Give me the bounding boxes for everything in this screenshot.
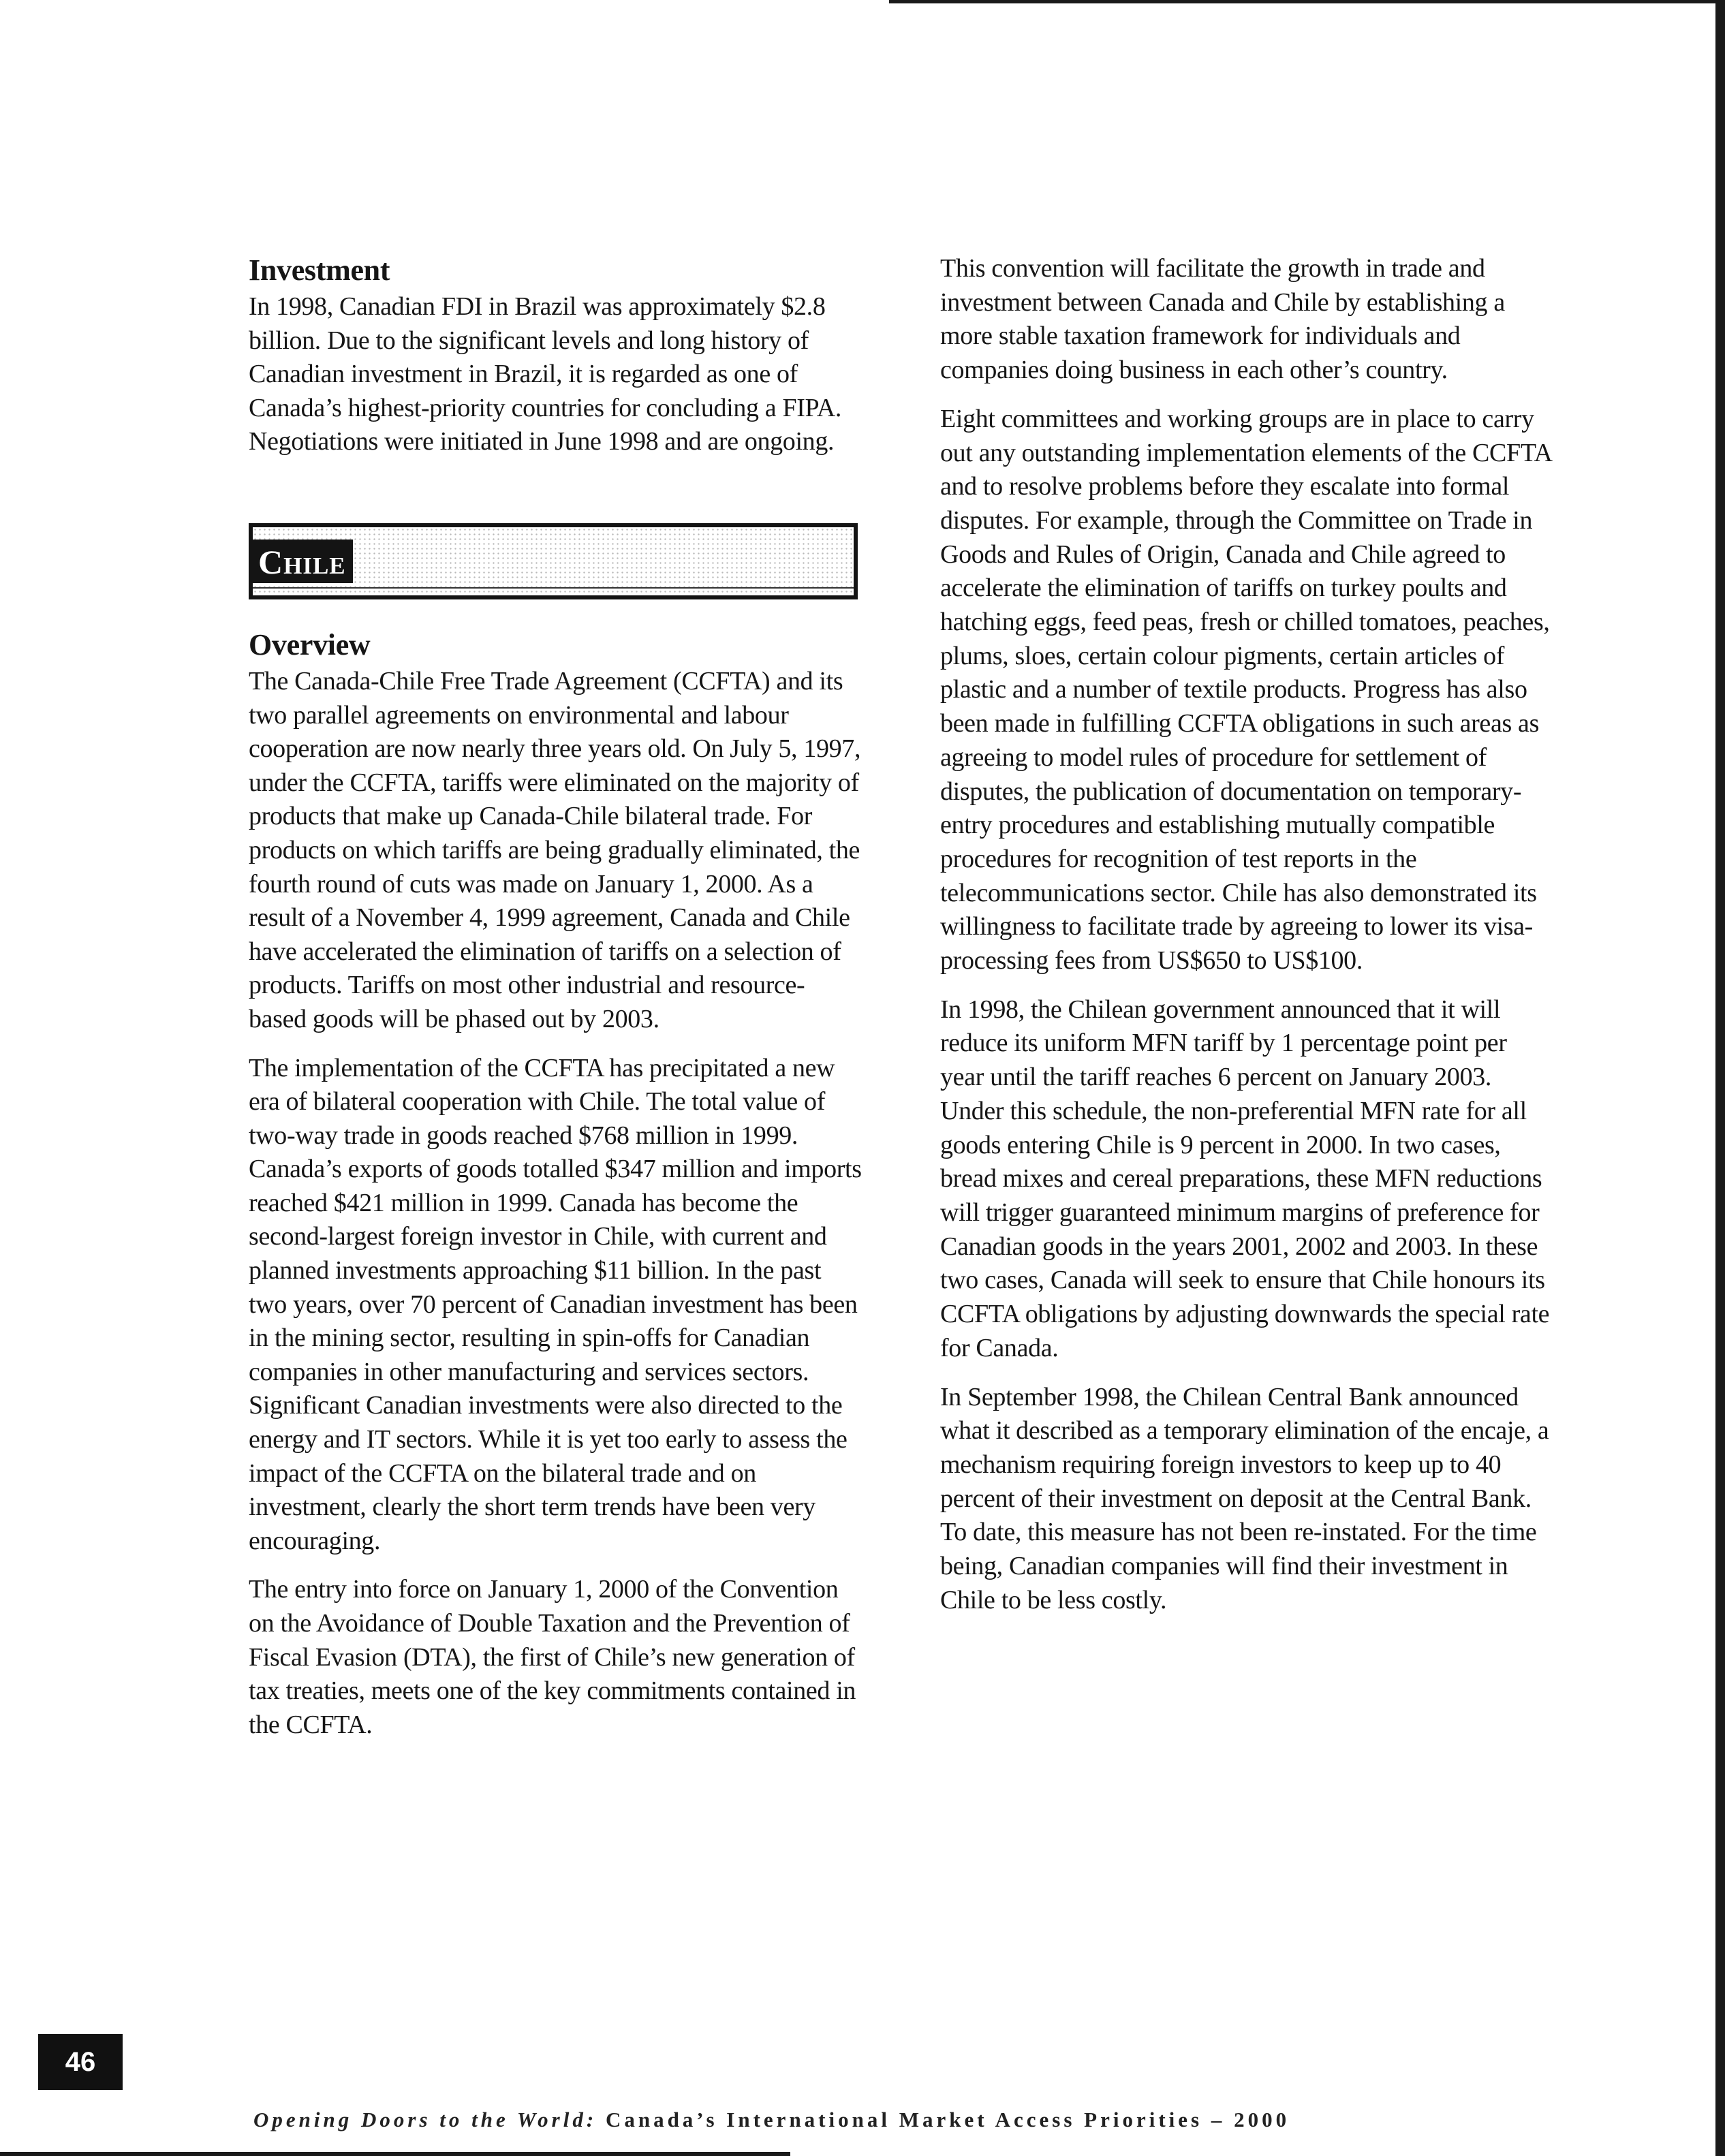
footer-title-italic: Opening Doors to the World: [253, 2108, 597, 2131]
overview-paragraph-1: The Canada-Chile Free Trade Agreement (CCFTA) and its two parallel agreements on environmental and labour cooperation are now nearly three years old. On July 5, 1997, under the CCFTA, tariffs were eliminated on the majority of products that make up Canada-Chile bilateral trade. For products on which tariffs are being gradually eliminated, the fourth round of cuts was made on January 1, 2000. As a result of a November 4, 1999 agreement, Canada and Chile have accelerated the elimination of tariffs on a selection of products. Tariffs on most other industrial and resource-based goods will be phased out by 2003. [249, 666, 861, 1033]
right-paragraph-4: In September 1998, the Chilean Central Bank announced what it described as a temporary elimination of the encaje, a mechanism requiring foreign investors to keep up to 40 percent of their investment on deposit at the Central Bank. To date, this measure has not been re-instated. For the time being, Canadian companies will find their investment in Chile to be less costly. [940, 1382, 1549, 1614]
page-number: 46 [38, 2034, 123, 2090]
scan-edge-top [889, 0, 1725, 3]
investment-paragraph: In 1998, Canadian FDI in Brazil was approximately $2.8 billion. Due to the significant levels and long history of Canadian investment in Brazil, it is regarded as one of Canada’s highest-priority countries for concluding a FIPA. Negotiations were initiated in June 1998 and are ongoing. [249, 292, 842, 456]
right-column [940, 252, 1553, 1632]
chile-section-banner [249, 523, 858, 599]
scan-edge-right [1715, 0, 1725, 2156]
footer-title-rest: Canada’s International Market Access Priorities – 2000 [605, 2108, 1290, 2131]
running-footer [253, 2108, 1493, 2132]
scan-edge-bottom [0, 2152, 790, 2156]
overview-heading: Overview [249, 627, 371, 661]
overview-paragraph-3: The entry into force on January 1, 2000 of the Convention on the Avoidance of Double Taxation and the Prevention of Fiscal Evasion (DTA), the first of Chile’s new generation of tax treaties, meets one of the key commitments contained in the CCFTA. [249, 1575, 856, 1739]
right-paragraph-3: In 1998, the Chilean government announced that it will reduce its uniform MFN tariff by 1 percentage point per year until the tariff reaches 6 percent on January 2003. Under this schedule, the non-preferential MFN rate for all goods entering Chile is 9 percent in 2000. In two cases, bread mixes and cereal preparations, these MFN reductions will trigger guaranteed minimum margins of preference for Canadian goods in the years 2001, 2002 and 2003. In these two cases, Canada will seek to ensure that Chile honours its CCFTA obligations by adjusting downwards the special rate for Canada. [940, 995, 1550, 1362]
right-paragraph-1: This convention will facilitate the growth in trade and investment between Canada and Chile by establishing a more stable taxation framework for individuals and companies doing business in each other’s country. [940, 254, 1505, 385]
left-column [249, 252, 862, 1757]
chile-banner-label: Chile [253, 540, 353, 583]
overview-paragraph-2: The implementation of the CCFTA has precipitated a new era of bilateral cooperation with Chile. The total value of two-way trade in goods reached $768 million in 1999. Canada’s exports of goods totalled $347 million and imports reached $421 million in 1999. Canada has become the second-largest foreign investor in Chile, with current and planned investments approaching $11 billion. In the past two years, over 70 percent of Canadian investment has been in the mining sector, resulting in spin-offs for Canadian companies in other manufacturing and services sectors. Significant Canadian investments were also directed to the energy and IT sectors. While it is yet too early to assess the impact of the CCFTA on the bilateral trade and on investment, clearly the short term trends have been very encouraging. [249, 1053, 862, 1555]
right-paragraph-2: Eight committees and working groups are in place to carry out any outstanding implementation elements of the CCFTA and to resolve problems before they escalate into formal disputes. For example, through the Committee on Trade in Goods and Rules of Origin, Canada and Chile agreed to accelerate the elimination of tariffs on turkey poults and hatching eggs, feed peas, fresh or chilled tomatoes, peaches, plums, sloes, certain colour pigments, certain articles of plastic and a number of textile products. Progress has also been made in fulfilling CCFTA obligations in such areas as agreeing to model rules of procedure for settlement of disputes, the publication of documentation on temporary-entry procedures and establishing mutually compatible procedures for recognition of test reports in the telecommunications sector. Chile has also demonstrated its willingness to facilitate trade by agreeing to lower its visa-processing fees from US$650 to US$100. [940, 404, 1551, 975]
investment-heading: Investment [249, 253, 390, 287]
banner-rule [253, 587, 854, 589]
